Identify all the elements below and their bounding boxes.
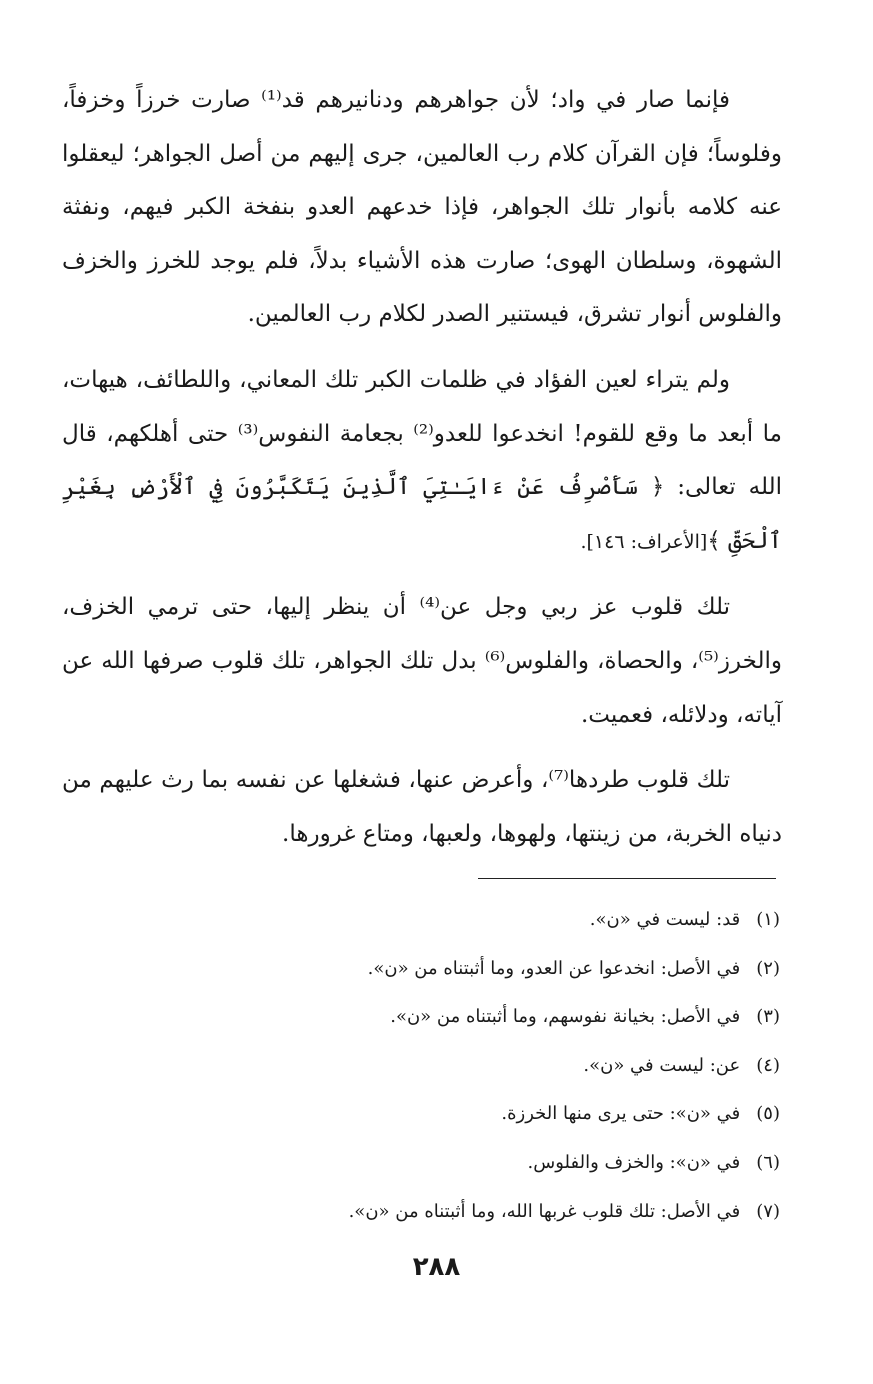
paragraph-2-text: ولم يتراء لعين الفؤاد في ظلمات الكبر تلك المعاني، واللطائف، هيهات، ما أبعد ما وقع للقوم! انخدعوا للعدو⁽²⁾ بجعامة النفوس⁽³⁾ حتى أهلكهم، قال الله تعالى: [62,366,782,501]
footnote-text: قد: ليست في «ن». [589,909,741,930]
verse-reference: [الأعراف: ١٤٦]. [580,530,708,553]
footnote-number: (١) [756,909,780,930]
footnote-text: في الأصل: تلك قلوب غربها الله، وما أثبتناه من «ن». [348,1200,741,1222]
paragraph-2 [62,354,782,569]
footnote-text: في الأصل: بخيانة نفوسهم، وما أثبتناه من «ن». [390,1006,741,1028]
footnote-divider [478,878,776,879]
footnote-text: عن: ليست في «ن». [583,1054,741,1076]
paragraph-3: تلك قلوب عز ربي وجل عن⁽⁴⁾ أن ينظر إليها، حتى ترمي الخزف، والخرز⁽⁵⁾، والحصاة، والفلوس⁽⁶⁾ بدل تلك الجواهر، تلك قلوب صرفها الله عن آياته، ودلائله، فعميت. [62,594,782,728]
footnote [62,1042,782,1091]
footnote [62,896,782,945]
footnote [62,1188,782,1237]
footnote-text: في «ن»: حتى يرى منها الخرزة. [501,1103,741,1125]
main-text [62,74,782,861]
footnote-number: (٦) [756,1151,780,1173]
page-number: ٢٨٨ [412,1252,461,1282]
footnote-text: في الأصل: انخدعوا عن العدو، وما أثبتناه من «ن». [367,957,741,979]
footnote [62,993,782,1042]
footnote [62,945,782,994]
footnote [62,1139,782,1188]
footnotes [62,896,782,1236]
footnote-number: (٧) [756,1200,780,1222]
paragraph-1: فإنما صار في واد؛ لأن جواهرهم ودنانيرهم قد⁽¹⁾ صارت خرزاً وخزفاً، وفلوساً؛ فإن القرآن كلام رب العالمين، جرى إليهم من أصل الجواهر؛ ليعقلوا عنه كلامه بأنوار تلك الجواهر، فإذا خدعهم العدو بنفخة الكبر فيهم، ونفثة الشهوة، وسلطان الهوى؛ صارت هذه الأشياء بدلاً، فلم يوجد للخرز والخزف والفلوس أنوار تشرق، فيستنير الصدر لكلام رب العالمين. [62,87,782,328]
footnote-text: في «ن»: والخزف والفلوس. [527,1151,741,1173]
footnote [62,1090,782,1139]
quran-verse: ﴿ سَأَصْرِفُ عَنْ ءَايَـٰتِيَ ٱلَّذِينَ يَتَكَبَّرُونَ فِي ٱلْأَرْضِ بِغَيْرِ ٱلْحَقِّ ﴾ [62,474,782,554]
paragraph-4: تلك قلوب طردها⁽⁷⁾، وأعرض عنها، فشغلها عن نفسه بما رث عليهم من دنياه الخربة، من زينتها، ولهوها، ولعبها، ومتاع غرورها. [62,767,782,847]
footnote-number: (٢) [756,957,780,979]
footnote-number: (٣) [756,1006,780,1028]
footnote-number: (٤) [756,1054,780,1076]
footnote-number: (٥) [756,1103,780,1125]
